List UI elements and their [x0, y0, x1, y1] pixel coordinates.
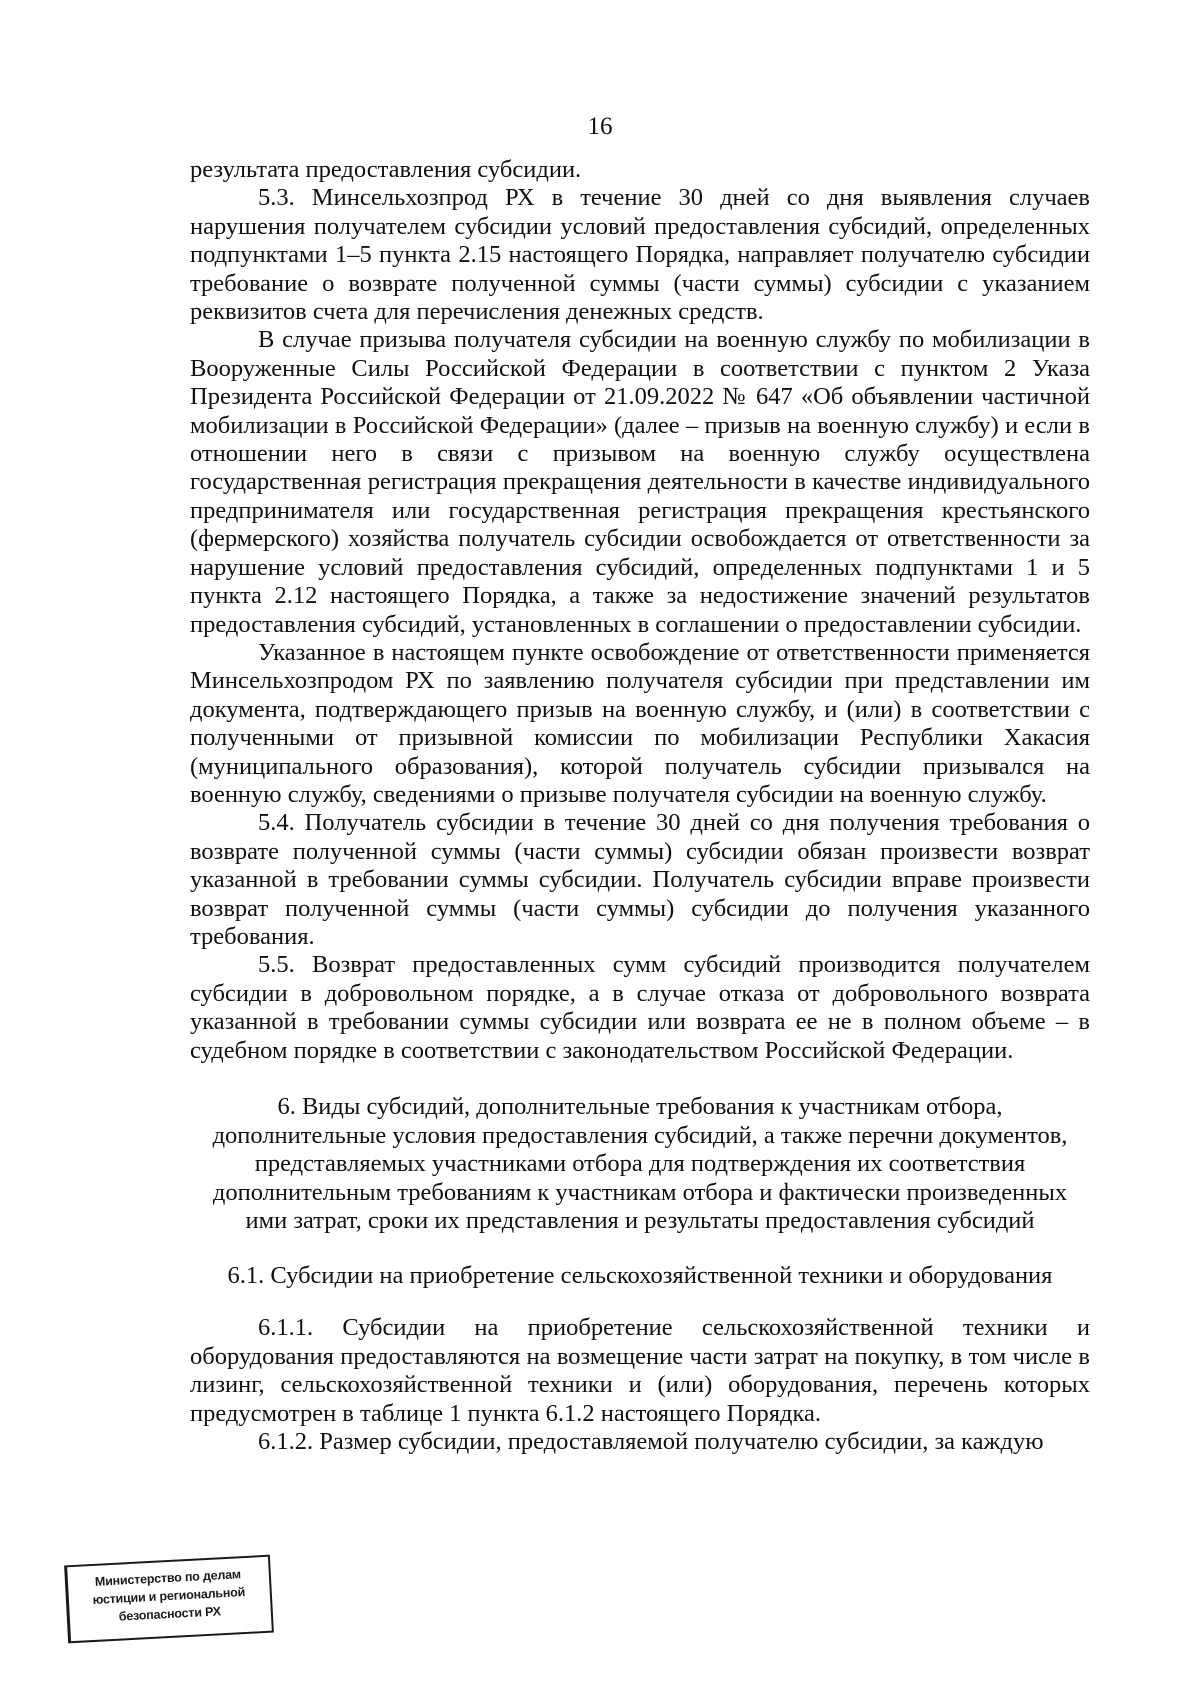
paragraph-exemption: Указанное в настоящем пункте освобождение от ответственности применяется Минсельхозпродом РХ по заявлению получателя субсидии при представлении им документа, подтверждающего призыв на военную службу, и (или) в соответствии с полученными от призывной комиссии по мобилизации Республики Хакасия (муниципального образования), которой получатель субсидии призывался на военную службу, сведениями о призыве получателя субсидии на военную службу. [190, 638, 1090, 808]
section-heading-line: дополнительные условия предоставления субсидий, а также перечни документов, [212, 1121, 1068, 1149]
paragraph-mobilization: В случае призыва получателя субсидии на военную службу по мобилизации в Вооруженные Силы Российской Федерации в соответствии с пунктом 2 Указа Президента Российской Федерации от 21.09.2022 № 647 «Об объявлении частичной мобилизации в Российской Федерации» (далее – призыв на военную службу) и если в отношении него в связи с призывом на военную службу осуществлена государственная регистрация прекращения деятельности в качестве индивидуального предпринимателя или государственная регистрация прекращения крестьянского (фермерского) хозяйства получатель субсидии освобождается от ответственности за нарушение условий предоставления субсидий, определенных подпунктами 1 и 5 пункта 2.12 настоящего Порядка, а также за недостижение значений результатов предоставления субсидий, установленных в соглашении о предоставлении субсидии. [190, 326, 1090, 638]
section-heading-line: дополнительным требованиям к участникам отбора и фактически произведенных [212, 1178, 1068, 1206]
stamp-line: безопасности РХ [118, 1604, 222, 1624]
paragraph-5-3: 5.3. Минсельхозпрод РХ в течение 30 дней со дня выявления случаев нарушения получателем субсидии условий предоставления субсидий, определенных подпунктами 1–5 пункта 2.15 настоящего Порядка, направляет получателю субсидии требование о возврате полученной суммы (части суммы) субсидии с указанием реквизитов счета для перечисления денежных средств. [190, 184, 1090, 326]
section-heading-line: представляемых участниками отбора для подтверждения их соответствия [254, 1150, 1026, 1178]
paragraph-5-4: 5.4. Получатель субсидии в течение 30 дней со дня получения требования о возврате полученной суммы (части суммы) субсидии обязан произвести возврат указанной в требовании суммы субсидии. Получатель субсидии вправе произвести возврат полученной суммы (части суммы) субсидии до получения указанного требования. [190, 809, 1090, 950]
section-6-heading [190, 1093, 1090, 1236]
paragraph-6-1-1: 6.1.1. Субсидии на приобретение сельскохозяйственной техники и оборудования предоставляются на возмещение части затрат на покупку, в том числе в лизинг, сельскохозяйственной техники и (или) оборудования, перечень которых предусмотрен в таблице 1 пункта 6.1.2 настоящего Порядка. [190, 1314, 1090, 1427]
section-heading-line: 6. Виды субсидий, дополнительные требования к участникам отбора, [277, 1093, 1003, 1120]
paragraph-6-1-2: 6.1.2. Размер субсидии, предоставляемой получателю субсидии, за каждую [258, 1428, 1044, 1455]
section-heading-line: ими затрат, сроки их представления и результаты предоставления субсидий [245, 1207, 1035, 1235]
document-body [190, 156, 1090, 1456]
paragraph-5-5: 5.5. Возврат предоставленных сумм субсидий производится получателем субсидии в добровольном порядке, а в случае отказа от добровольного возврата указанной в требовании суммы субсидии или возврата ее не в полном объеме – в судебном порядке в соответствии с законодательством Российской Федерации. [190, 951, 1090, 1064]
page-number: 16 [587, 113, 613, 140]
subsection-6-1-heading: 6.1. Субсидии на приобретение сельскохозяйственной техники и оборудования [227, 1261, 1053, 1289]
registration-stamp [64, 1555, 274, 1644]
paragraph-continuation: результата предоставления субсидии. [190, 156, 582, 183]
stamp-line: Министерство по делам [94, 1567, 242, 1589]
stamp-line: юстиции и региональной [92, 1585, 246, 1607]
